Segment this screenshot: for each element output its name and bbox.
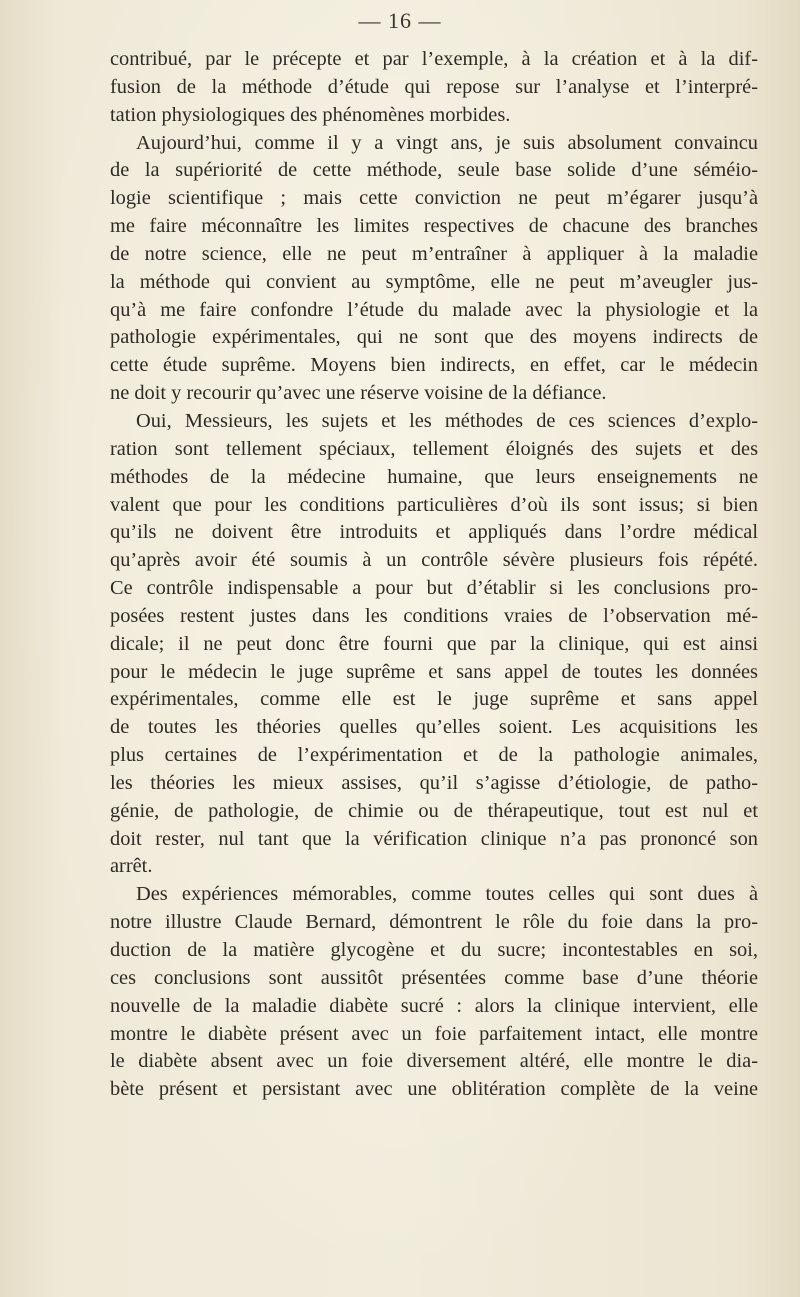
text-line: qu’après avoir été soumis à un contrôle sévère plusieurs fois répété. xyxy=(110,549,758,572)
text-line: ration sont tellement spéciaux, tellement éloignés des sujets et des xyxy=(110,437,758,460)
text-line: cette étude suprême. Moyens bien indirects, en effet, car le médecin xyxy=(110,354,758,377)
text-line: la méthode qui convient au symptôme, elle ne peut m’aveugler jus- xyxy=(110,270,758,293)
text-line: dicale; il ne peut donc être fourni que par la clinique, qui est ainsi xyxy=(110,632,758,655)
text-line: arrêt. xyxy=(110,855,153,878)
text-line: logie scientifique ; mais cette conviction ne peut m’égarer jusqu’à xyxy=(110,187,758,210)
paragraph xyxy=(110,881,758,1104)
text-line: bète présent et persistant avec une oblitération complète de la veine xyxy=(110,1078,758,1101)
text-line: fusion de la méthode d’étude qui repose sur l’analyse et l’interpré- xyxy=(110,75,758,98)
text-line: posées restent justes dans les conditions vraies de l’observation mé- xyxy=(110,604,758,627)
paragraph xyxy=(110,408,758,881)
text-line: nouvelle de la maladie diabète sucré : alors la clinique intervient, elle xyxy=(110,994,758,1017)
text-line: expérimentales, comme elle est le juge suprême et sans appel xyxy=(110,688,758,711)
text-line: montre le diabète présent avec un foie parfaitement intact, elle montre xyxy=(110,1022,758,1045)
text-line: Des expériences mémorables, comme toutes celles qui sont dues à xyxy=(136,883,758,906)
text-line: notre illustre Claude Bernard, démontrent le rôle du foie dans la pro- xyxy=(110,911,758,934)
text-line: qu’ils ne doivent être introduits et appliqués dans l’ordre médical xyxy=(110,521,758,544)
text-line: ne doit y recourir qu’avec une réserve voisine de la défiance. xyxy=(110,382,607,405)
text-line: duction de la matière glycogène et du sucre; incontestables en soi, xyxy=(110,939,758,961)
text-line: plus certaines de l’expérimentation et de la pathologie animales, xyxy=(110,744,758,767)
text-line: Oui, Messieurs, les sujets et les méthodes de ces sciences d’explo- xyxy=(136,409,758,432)
paragraph xyxy=(110,46,758,130)
text-line: Ce contrôle indispensable a pour but d’établir si les conclusions pro- xyxy=(110,577,758,600)
text-line: de la supériorité de cette méthode, seule base solide d’une séméio- xyxy=(110,159,758,182)
text-line: le diabète absent avec un foie diversement altéré, elle montre le dia- xyxy=(110,1050,758,1073)
text-line: pathologie expérimentales, qui ne sont que des moyens indirects de xyxy=(110,326,758,349)
text-line: les théories les mieux assises, qu’il s’agisse d’étiologie, de patho- xyxy=(110,771,758,794)
text-line: tation physiologiques des phénomènes morbides. xyxy=(110,103,511,126)
page-number: — 16 — xyxy=(358,8,442,33)
text-line: doit rester, nul tant que la vérification clinique n’a pas prononcé son xyxy=(110,827,758,850)
text-line: valent que pour les conditions particulières d’où ils sont issus; si bien xyxy=(110,493,758,516)
text-line: me faire méconnaître les limites respectives de chacune des branches xyxy=(110,215,758,238)
text-line: contribué, par le précepte et par l’exemple, à la création et à la dif- xyxy=(110,48,758,70)
text-line: de toutes les théories quelles qu’elles soient. Les acquisitions les xyxy=(110,716,758,739)
text-line: Aujourd’hui, comme il y a vingt ans, je suis absolument convaincu xyxy=(136,131,758,154)
text-line: génie, de pathologie, de chimie ou de thérapeutique, tout est nul et xyxy=(110,799,758,822)
text-line: ces conclusions sont aussitôt présentées comme base d’une théorie xyxy=(110,966,758,989)
text-line: de notre science, elle ne peut m’entraîner à appliquer à la maladie xyxy=(110,242,758,265)
text-line: qu’à me faire confondre l’étude du malade avec la physiologie et la xyxy=(110,298,758,321)
text-line: méthodes de la médecine humaine, que leurs enseignements ne xyxy=(110,465,758,488)
paragraph xyxy=(110,130,758,408)
text-line: pour le médecin le juge suprême et sans appel de toutes les données xyxy=(110,660,758,683)
body-text xyxy=(110,46,758,1104)
